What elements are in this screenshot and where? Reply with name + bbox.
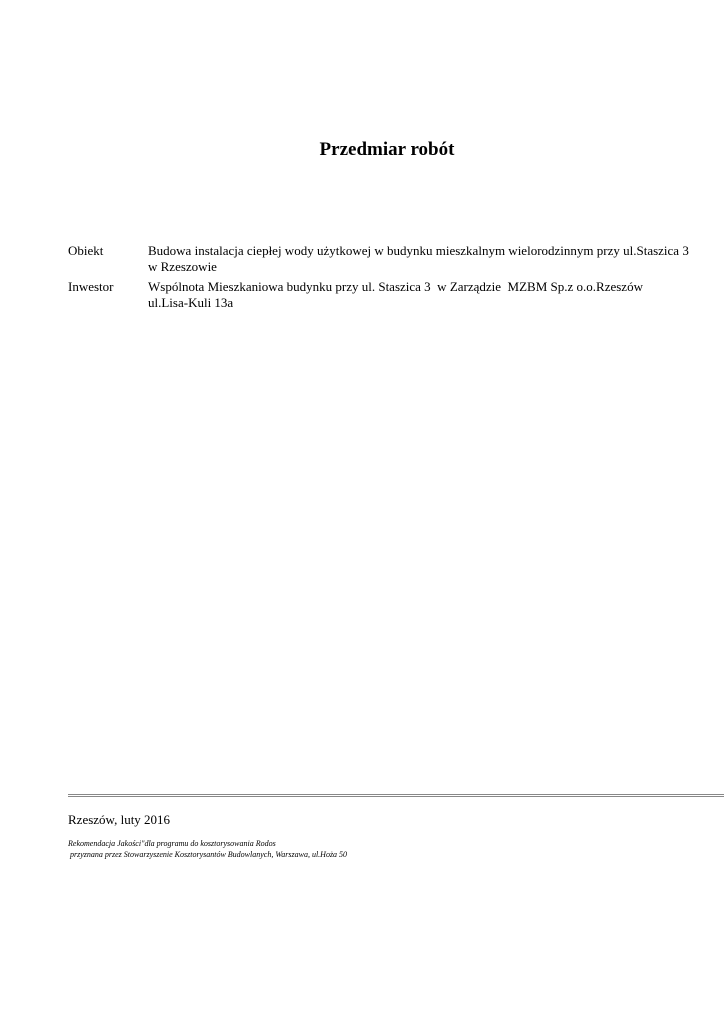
investor-label: Inwestor xyxy=(68,279,114,294)
place-date: Rzeszów, luty 2016 xyxy=(68,812,171,827)
document-title: Przedmiar robót xyxy=(319,139,455,160)
investor-value: Wspólnota Mieszkaniowa budynku przy ul. Staszica 3 w Zarządzie MZBM Sp.z o.o.Rzeszów ul.Lisa-Kuli 13a xyxy=(148,279,643,310)
investor-row xyxy=(68,279,718,311)
footer-note-line2: przyznana przez Stowarzyszenie Kosztorysantów Budowlanych, Warszawa, ul.Hoża 50 xyxy=(68,850,348,859)
object-value: Budowa instalacja ciepłej wody użytkowej w budynku mieszkalnym wielorodzinnym przy ul.Staszica 3 w Rzeszowie xyxy=(148,243,689,274)
object-row xyxy=(68,243,718,275)
footer-note-line1: Rekomendacja Jakości"dla programu do kosztorysowania Rodos xyxy=(68,839,276,848)
object-label: Obiekt xyxy=(68,243,104,258)
footer-divider xyxy=(68,794,724,797)
